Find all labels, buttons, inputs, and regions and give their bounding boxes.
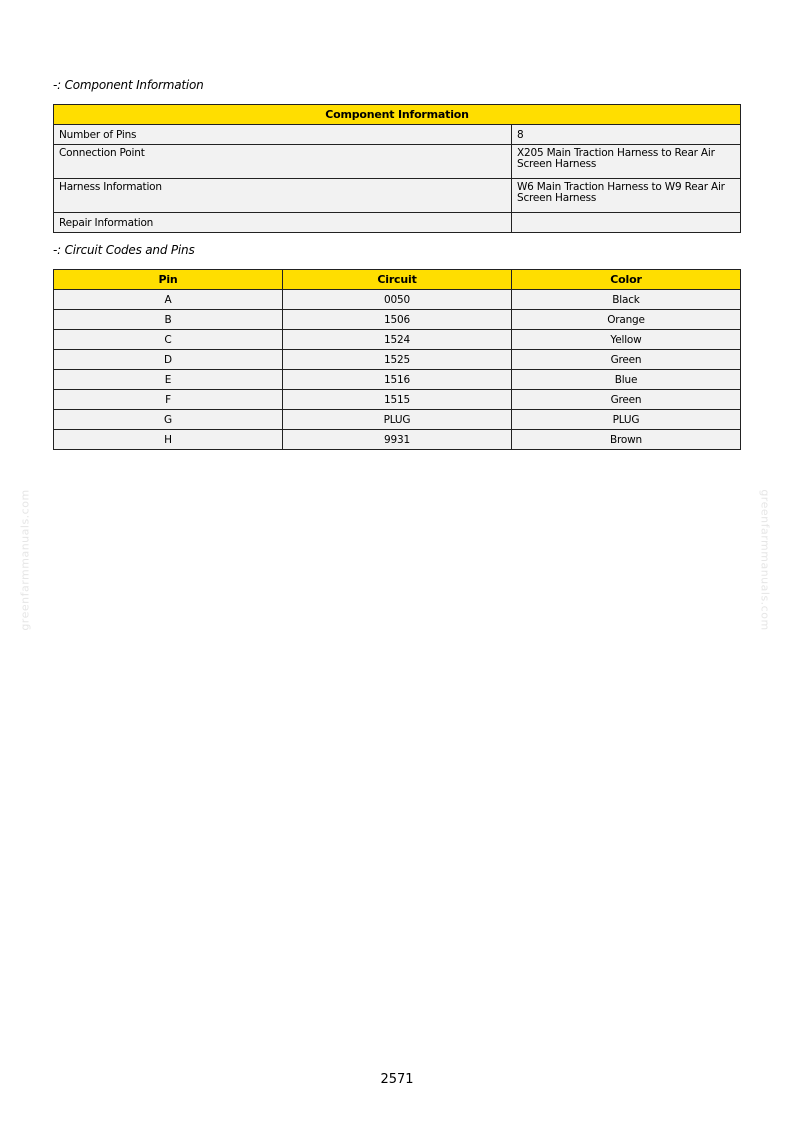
component-information-header: Component Information — [54, 105, 741, 125]
circuit-cell: 1516 — [283, 370, 512, 390]
color-column-header: Color — [512, 270, 741, 290]
component-information-title: -: Component Information — [53, 78, 204, 92]
row-value: W6 Main Traction Harness to W9 Rear Air Screen Harness — [512, 179, 741, 213]
pin-column-header: Pin — [54, 270, 283, 290]
circuit-codes-table — [53, 269, 741, 450]
pin-cell: G — [54, 410, 283, 430]
table-row — [54, 430, 741, 450]
row-label: Connection Point — [54, 145, 512, 179]
row-label: Number of Pins — [54, 125, 512, 145]
circuit-cell: PLUG — [283, 410, 512, 430]
color-cell: Yellow — [512, 330, 741, 350]
pin-cell: E — [54, 370, 283, 390]
table-row — [54, 290, 741, 310]
table-row — [54, 370, 741, 390]
row-label: Repair Information — [54, 213, 512, 233]
table-row — [54, 350, 741, 370]
table-row — [54, 390, 741, 410]
circuit-cell: 0050 — [283, 290, 512, 310]
watermark-right: greenfarmmanuals.com — [758, 489, 772, 631]
circuit-column-header: Circuit — [283, 270, 512, 290]
table-row — [54, 179, 741, 213]
pin-cell: C — [54, 330, 283, 350]
circuit-codes-title: -: Circuit Codes and Pins — [53, 243, 195, 257]
row-value — [512, 213, 741, 233]
table-row — [54, 330, 741, 350]
color-cell: Green — [512, 390, 741, 410]
table-row — [54, 145, 741, 179]
pin-cell: B — [54, 310, 283, 330]
component-information-table — [53, 104, 741, 233]
row-value: 8 — [512, 125, 741, 145]
color-cell: Blue — [512, 370, 741, 390]
color-cell: Black — [512, 290, 741, 310]
color-cell: PLUG — [512, 410, 741, 430]
color-cell: Brown — [512, 430, 741, 450]
table-row — [54, 125, 741, 145]
table-row — [54, 310, 741, 330]
circuit-cell: 1506 — [283, 310, 512, 330]
pin-cell: F — [54, 390, 283, 410]
pin-cell: H — [54, 430, 283, 450]
row-label: Harness Information — [54, 179, 512, 213]
circuit-cell: 1524 — [283, 330, 512, 350]
circuit-cell: 9931 — [283, 430, 512, 450]
circuit-cell: 1515 — [283, 390, 512, 410]
watermark-left: greenfarmmanuals.com — [18, 489, 32, 631]
circuit-cell: 1525 — [283, 350, 512, 370]
table-row — [54, 410, 741, 430]
color-cell: Orange — [512, 310, 741, 330]
row-value: X205 Main Traction Harness to Rear Air Screen Harness — [512, 145, 741, 179]
pin-cell: D — [54, 350, 283, 370]
table-row — [54, 213, 741, 233]
color-cell: Green — [512, 350, 741, 370]
page-number: 2571 — [380, 1072, 414, 1087]
pin-cell: A — [54, 290, 283, 310]
